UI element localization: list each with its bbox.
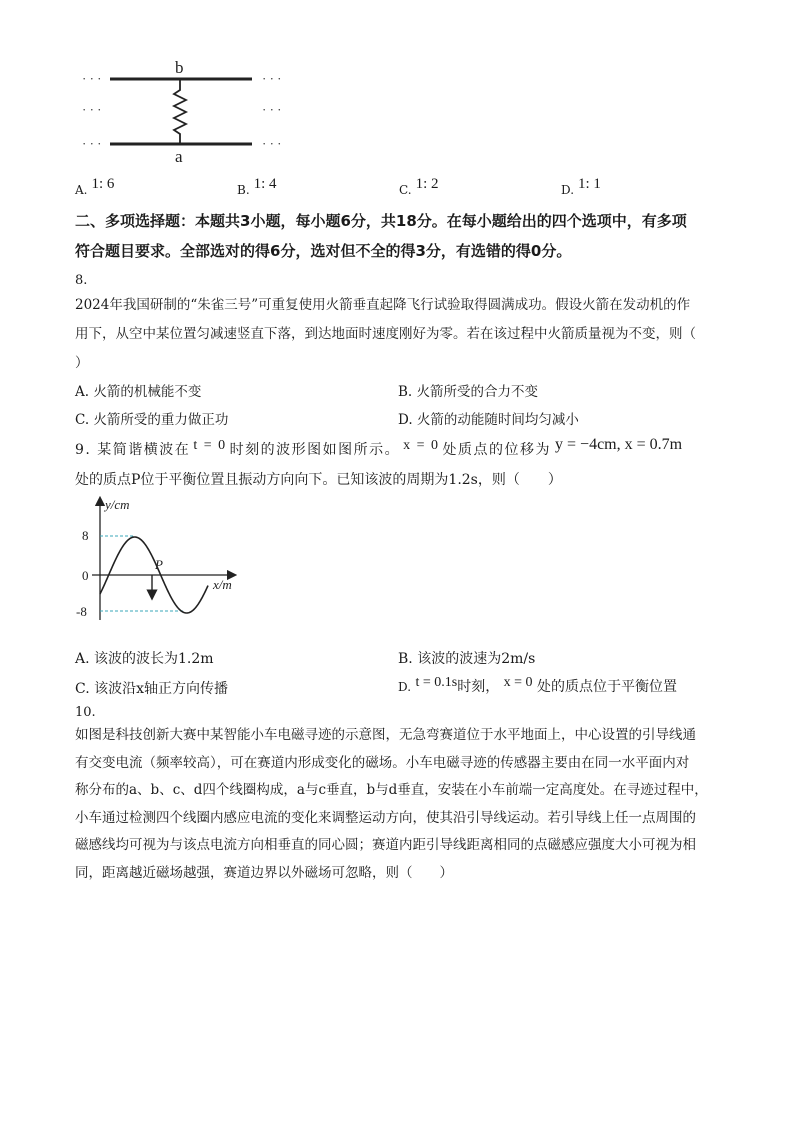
- wave-graph: [72, 495, 252, 625]
- q7-option-a[interactable]: A. 1: 6: [75, 176, 115, 197]
- q9-option-c[interactable]: C. 该波沿x轴正方向传播: [75, 681, 229, 697]
- x-axis-label: x/m: [213, 577, 232, 592]
- tick-8: 8: [82, 528, 89, 543]
- svg-text:· · ·: · · ·: [262, 71, 282, 86]
- svg-text:· · ·: · · ·: [82, 136, 102, 151]
- svg-text:· · ·: · · ·: [82, 71, 102, 86]
- q8-option-d[interactable]: D. 火箭的动能随时间均匀减小: [398, 412, 579, 428]
- section-heading: 二、多项选择题：本题共3小题，每小题6分，共18分。在每小题给出的四个选项中，有多项 符合题目要求。全部选对的得6分，选对但不全的得3分，有选错的得0分。: [75, 212, 687, 260]
- q9-stem-line2: 处的质点P位于平衡位置且振动方向向下。已知该波的周期为1.2s，则（ ）: [75, 472, 562, 488]
- q7-option-c[interactable]: C. 1: 2: [399, 176, 439, 197]
- label-b: b: [175, 58, 184, 77]
- y-axis-label: y/cm: [105, 497, 130, 512]
- q10-stem: 如图是科技创新大赛中某智能小车电磁寻迹的示意图，无急弯赛道位于水平地面上，中心设置的引导线通 有交变电流（频率较高），可在赛道内形成变化的磁场。小车电磁寻迹的传感器主要由在同一水平面内对 称分布的a、b、c、d四个线圈构成，a与c垂直，b与d垂直，安装在小车前端一定高度处。在寻迹过程中， 小车通过检测四个线圈内感应电流的变化来调整运动方向，使其沿引导线运动。若引导线上任一点周围的 磁感线均可视为与该点电流方向相垂直的同心圆；赛道内距引导线距离相同的点磁感应强度大小可视为相 同，距离越近磁场越强，赛道边界以外磁场可忽略，则（ ）: [75, 727, 708, 881]
- q9-stem-line1: 9. 某简谐横波在 t = 0 时刻的波形图如图所示。 x = 0 处质点的位移为 y = −4cm, x = 0.7m: [75, 436, 683, 458]
- tick-0: 0: [82, 568, 89, 583]
- q7-option-b[interactable]: B. 1: 4: [237, 176, 277, 197]
- q9-option-b[interactable]: B. 该波的波速为2m/s: [398, 651, 536, 667]
- point-p: P: [155, 557, 163, 572]
- q8-number: 8.: [75, 273, 88, 288]
- q10-number: 10.: [75, 705, 96, 720]
- q9-option-a[interactable]: A. 该波的波长为1.2m: [75, 651, 214, 667]
- svg-text:· · ·: · · ·: [262, 102, 282, 117]
- q8-option-b[interactable]: B. 火箭所受的合力不变: [398, 384, 539, 400]
- spring-figure: [70, 52, 310, 172]
- label-a: a: [175, 147, 183, 166]
- q8-option-a[interactable]: A. 火箭的机械能不变: [75, 384, 202, 400]
- svg-text:· · ·: · · ·: [262, 136, 282, 151]
- svg-text:· · ·: · · ·: [82, 102, 102, 117]
- q8-stem: 2024年我国研制的“朱雀三号”可重复使用火箭垂直起降飞行试验取得圆满成功。假设火箭在发动机的作 用下，从空中某位置匀减速竖直下落，到达地面时速度刚好为零。若在该过程中火箭质量视为不变，则（ ）: [75, 297, 696, 371]
- q8-option-c[interactable]: C. 火箭所受的重力做正功: [75, 412, 229, 428]
- q9-option-d[interactable]: D. t = 0.1s时刻， x = 0 处的质点位于平衡位置: [398, 675, 678, 695]
- tick-neg8: -8: [76, 604, 87, 619]
- q7-option-d[interactable]: D. 1: 1: [561, 176, 601, 197]
